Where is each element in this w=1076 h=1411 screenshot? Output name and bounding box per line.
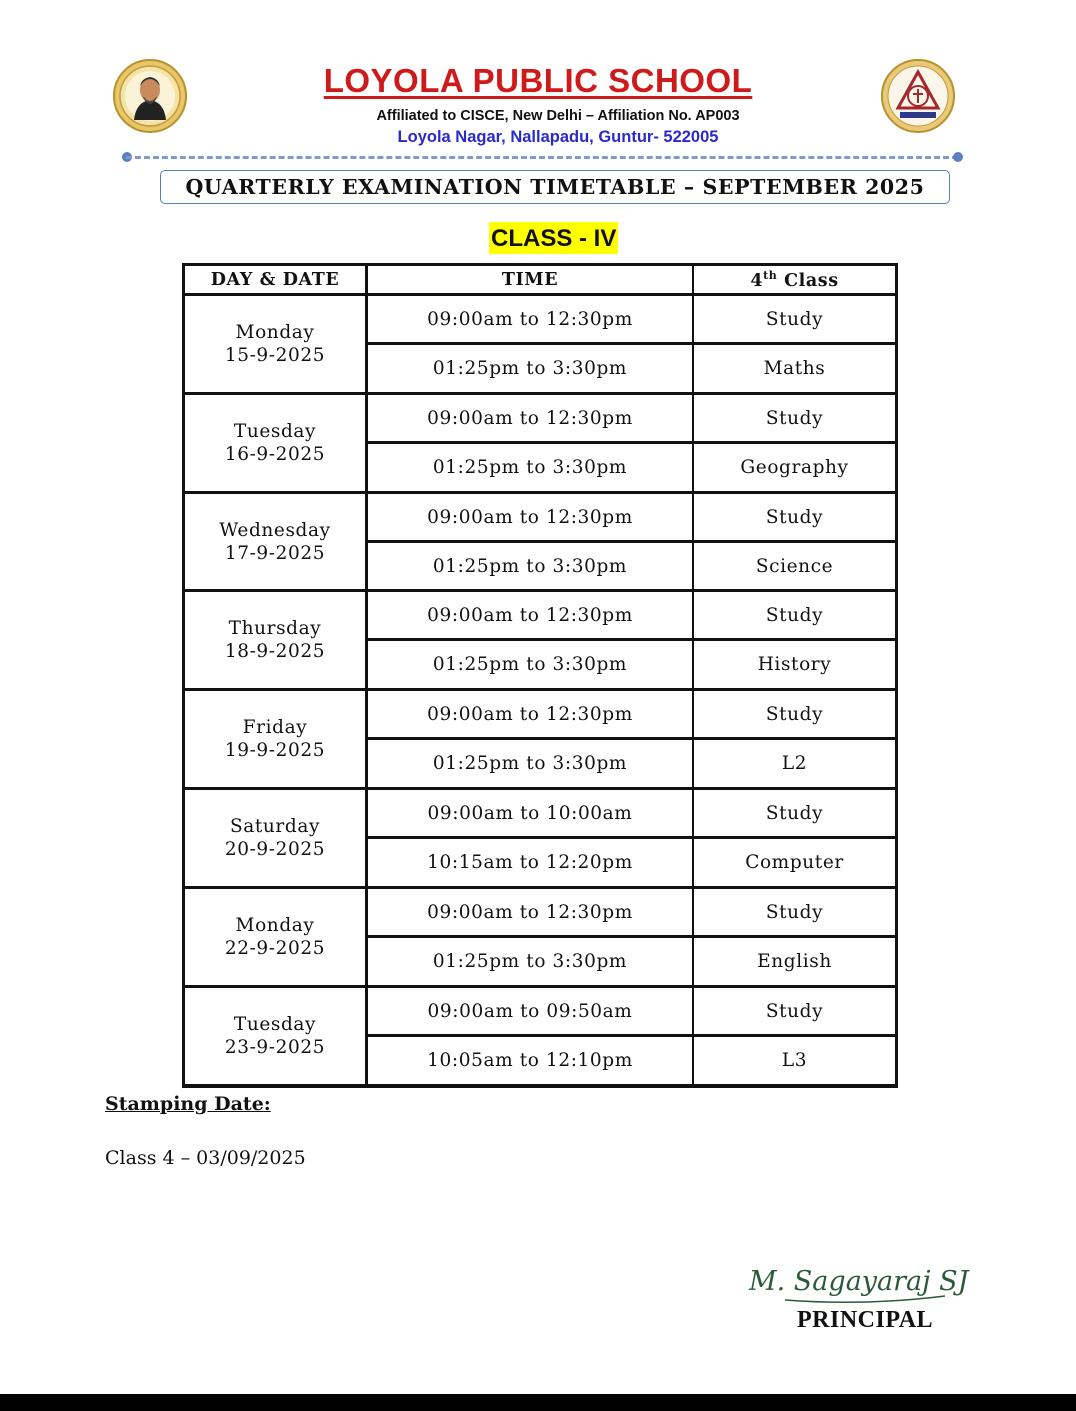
principal-signature <box>745 1258 985 1310</box>
day-date-cell <box>184 690 367 789</box>
time-cell: 10:15am to 12:20pm <box>367 838 693 888</box>
day-date-cell <box>184 888 367 987</box>
time-cell: 01:25pm to 3:30pm <box>367 739 693 789</box>
exam-timetable <box>182 263 898 1088</box>
day-name: Monday <box>235 322 315 343</box>
time-cell: 09:00am to 09:50am <box>367 987 693 1036</box>
subject-cell: Study <box>693 690 896 739</box>
subject-cell: L2 <box>693 739 896 789</box>
day-name: Wednesday <box>219 519 331 541</box>
time-cell: 09:00am to 12:30pm <box>367 295 693 344</box>
time-cell: 09:00am to 12:30pm <box>367 690 693 739</box>
day-name: Tuesday <box>233 1014 317 1035</box>
table-row <box>184 295 896 344</box>
day-name: Tuesday <box>233 421 317 442</box>
subject-cell: Computer <box>693 838 896 888</box>
time-cell: 09:00am to 10:00am <box>367 789 693 838</box>
school-address: Loyola Nagar, Nallapadu, Guntur- 522005 <box>397 128 719 146</box>
time-cell: 09:00am to 12:30pm <box>367 888 693 937</box>
stamping-date-label: Stamping Date: <box>105 1093 271 1115</box>
principal-title: PRINCIPAL <box>797 1307 934 1333</box>
subject-cell: Maths <box>693 344 896 394</box>
exam-date: 18-9-2025 <box>224 641 326 662</box>
subject-cell: Study <box>693 789 896 838</box>
day-name: Thursday <box>228 618 322 639</box>
subject-cell: Study <box>693 493 896 542</box>
table-row <box>184 394 896 443</box>
time-cell: 09:00am to 12:30pm <box>367 394 693 443</box>
header-class: 4th Class <box>693 265 896 295</box>
subject-cell: Study <box>693 888 896 937</box>
time-cell: 09:00am to 12:30pm <box>367 591 693 640</box>
subject-cell: English <box>693 937 896 987</box>
exam-date: 16-9-2025 <box>224 444 326 465</box>
school-name: LOYOLA PUBLIC SCHOOL <box>323 62 753 99</box>
subject-cell: L3 <box>693 1036 896 1086</box>
time-cell: 01:25pm to 3:30pm <box>367 344 693 394</box>
time-cell: 01:25pm to 3:30pm <box>367 937 693 987</box>
subject-cell: Study <box>693 295 896 344</box>
subject-cell: Study <box>693 591 896 640</box>
exam-date: 23-9-2025 <box>224 1037 326 1058</box>
day-date-cell <box>184 789 367 888</box>
class-title: CLASS - IV <box>489 222 618 254</box>
header-time: TIME <box>367 265 693 295</box>
stamping-date-value: Class 4 – 03/09/2025 <box>105 1147 306 1169</box>
exam-title: QUARTERLY EXAMINATION TIMETABLE – SEPTEMBER 2025 <box>160 170 950 204</box>
exam-date: 15-9-2025 <box>224 345 326 366</box>
exam-date: 19-9-2025 <box>224 740 326 761</box>
subject-cell: Study <box>693 987 896 1036</box>
affiliation-text: Affiliated to CISCE, New Delhi – Affiliation No. AP003 <box>376 108 740 124</box>
day-date-cell <box>184 987 367 1086</box>
time-cell: 10:05am to 12:10pm <box>367 1036 693 1086</box>
subject-cell: Geography <box>693 443 896 493</box>
exam-date: 17-9-2025 <box>224 542 326 564</box>
day-date-cell <box>184 394 367 493</box>
day-date-cell <box>184 493 367 591</box>
day-name: Monday <box>235 915 315 936</box>
table-row <box>184 789 896 838</box>
svg-text:M. Sagayaraj SJ: M. Sagayaraj SJ <box>749 1266 969 1297</box>
bottom-bar <box>0 1394 1076 1411</box>
exam-date: 22-9-2025 <box>224 938 326 959</box>
table-row <box>184 888 896 937</box>
subject-cell: Study <box>693 394 896 443</box>
header-day-date: DAY & DATE <box>184 265 367 295</box>
table-row <box>184 690 896 739</box>
time-cell: 01:25pm to 3:30pm <box>367 443 693 493</box>
day-date-cell <box>184 591 367 690</box>
divider-dot-right <box>953 152 963 162</box>
subject-cell: Science <box>693 542 896 591</box>
time-cell: 09:00am to 12:30pm <box>367 493 693 542</box>
day-name: Friday <box>242 717 308 738</box>
subject-cell: History <box>693 640 896 690</box>
table-row <box>184 493 896 542</box>
time-cell: 01:25pm to 3:30pm <box>367 640 693 690</box>
header-divider <box>126 156 958 159</box>
table-row <box>184 987 896 1036</box>
table-row <box>184 591 896 640</box>
exam-date: 20-9-2025 <box>224 839 326 860</box>
day-name: Saturday <box>229 816 321 837</box>
time-cell: 01:25pm to 3:30pm <box>367 542 693 591</box>
table-header-row <box>184 265 896 295</box>
day-date-cell <box>184 295 367 394</box>
